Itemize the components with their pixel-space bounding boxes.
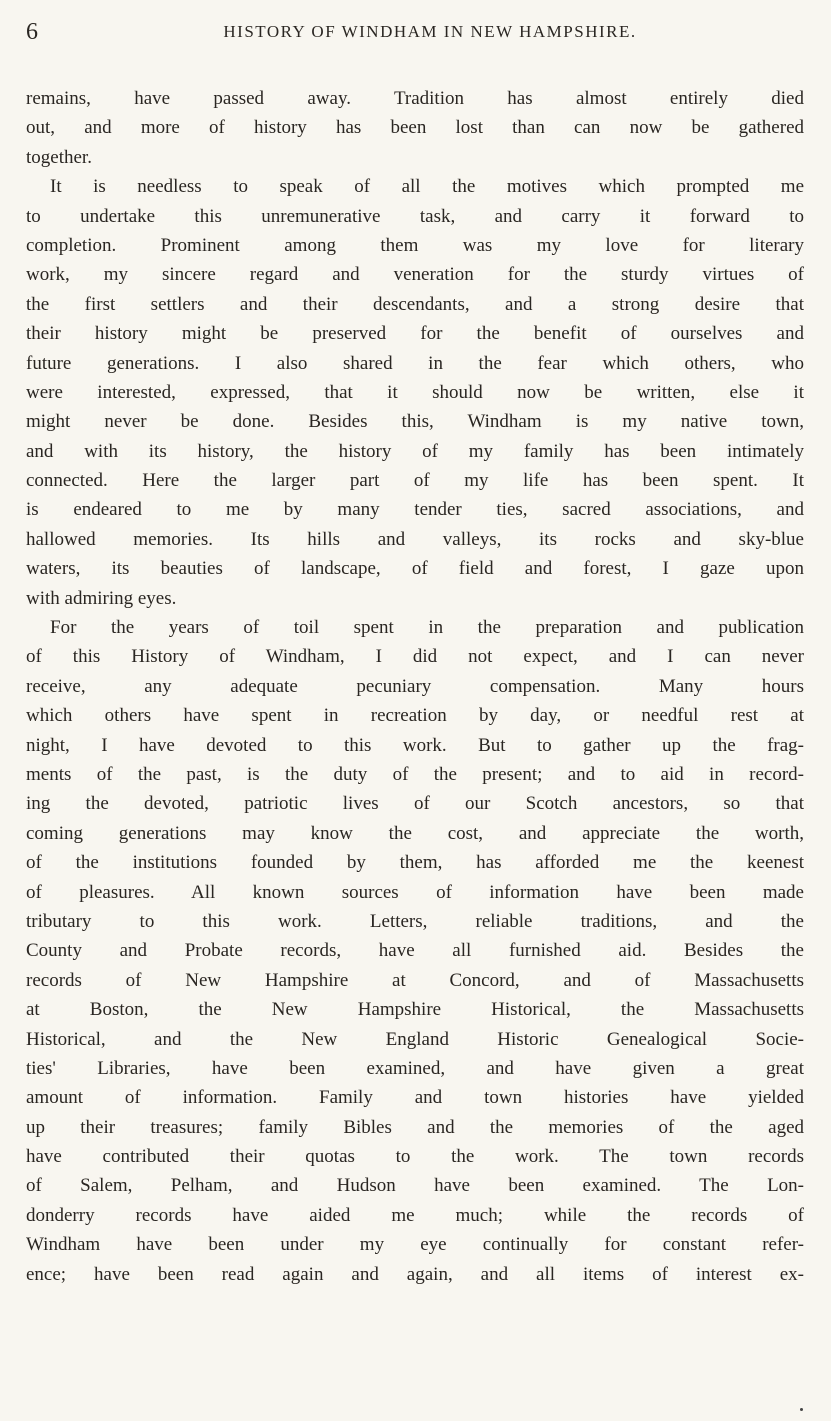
text-line: County and Probate records, have all furnished aid. Besides the [26,940,804,962]
page-header [26,18,805,46]
text-line: work, my sincere regard and veneration for the sturdy virtues of [26,264,804,286]
text-line: at Boston, the New Hampshire Historical, the Massachusetts [26,999,804,1021]
text-line: connected. Here the larger part of my life has been spent. It [26,470,804,492]
text-line: hallowed memories. Its hills and valleys, its rocks and sky-blue [26,528,804,550]
text-line: ing the devoted, patriotic lives of our Scotch ancestors, so that [26,793,804,815]
text-line: ties' Libraries, have been examined, and have given a great [26,1057,804,1079]
page-number: 6 [26,19,38,45]
text-line: of Salem, Pelham, and Hudson have been examined. The Lon- [26,1175,804,1197]
corner-mark [800,1408,803,1411]
text-line: were interested, expressed, that it should now be written, else it [26,381,804,403]
text-line: ments of the past, is the duty of the present; and to aid in record- [26,763,804,785]
text-line: the first settlers and their descendants, and a strong desire that [26,293,804,315]
text-line: of pleasures. All known sources of information have been made [26,881,804,903]
text-line: For the years of toil spent in the preparation and publication [50,617,804,639]
text-line: waters, its beauties of landscape, of field and forest, I gaze upon [26,558,804,580]
text-line: donderry records have aided me much; while the records of [26,1204,804,1226]
text-line: remains, have passed away. Tradition has almost entirely died [26,88,804,109]
text-line: to undertake this unremunerative task, and carry it forward to [26,205,804,227]
text-line: future generations. I also shared in the fear which others, who [26,352,804,374]
text-line: which others have spent in recreation by day, or needful rest at [26,705,804,727]
text-line: ence; have been read again and again, and all items of interest ex- [26,1263,804,1285]
text-line: receive, any adequate pecuniary compensation. Many hours [26,675,804,697]
text-line: and with its history, the history of my family has been intimately [26,440,804,462]
text-line: up their treasures; family Bibles and the memories of the aged [26,1116,804,1138]
running-title: HISTORY OF WINDHAM IN NEW HAMPSHIRE. [223,22,637,41]
text-line: of the institutions founded by them, has afforded me the keenest [26,852,804,874]
text-line: amount of information. Family and town histories have yielded [26,1087,804,1109]
text-line: have contributed their quotas to the work. The town records [26,1146,804,1168]
text-line: Historical, and the New England Historic Genealogical Socie- [26,1028,804,1050]
text-line: coming generations may know the cost, and appreciate the worth, [26,822,804,844]
text-line: of this History of Windham, I did not expect, and I can never [26,646,804,668]
text-line: with admiring eyes. [26,587,177,609]
text-line: is endeared to me by many tender ties, sacred associations, and [26,499,804,521]
text-line: night, I have devoted to this work. But to gather up the frag- [26,734,804,756]
text-line: tributary to this work. Letters, reliable traditions, and the [26,910,804,932]
text-line: together. [26,146,92,168]
text-line: completion. Prominent among them was my love for literary [26,234,804,256]
text-line: their history might be preserved for the benefit of ourselves and [26,323,804,345]
text-line: It is needless to speak of all the motives which prompted me [50,176,804,198]
body-text [26,84,804,1289]
text-line: records of New Hampshire at Concord, and of Massachusetts [26,969,804,991]
text-line: Windham have been under my eye continually for constant refer- [26,1234,804,1256]
text-line: might never be done. Besides this, Windham is my native town, [26,411,804,433]
text-line: out, and more of history has been lost than can now be gathered [26,117,804,139]
